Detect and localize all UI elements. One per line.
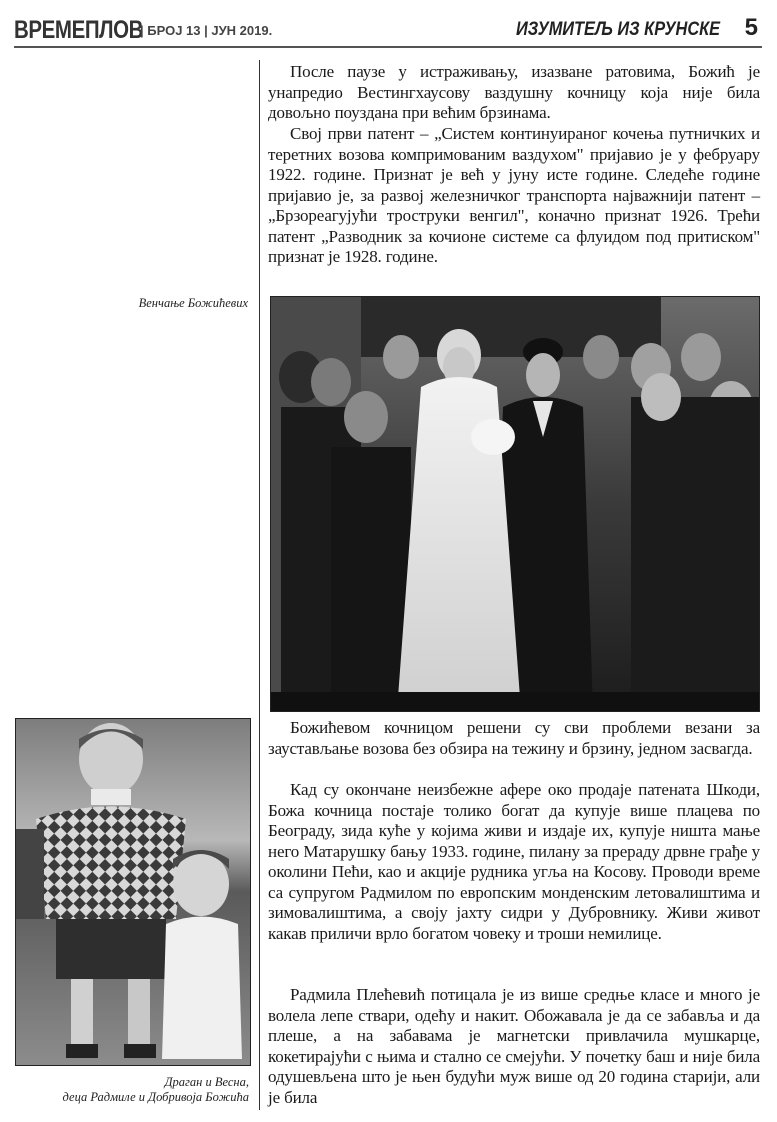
children-caption-line-2: деца Радмиле и Добривоја Божића (62, 1090, 249, 1104)
article-paragraph-3: Божићевом кочницом решени су сви проблеми везани за заустављање возова без обзира на тежину и брзину, једном засвагда. (268, 718, 760, 758)
page-number: 5 (744, 14, 758, 41)
article-paragraph-5: Радмила Плећевић потицала је из више средње класе и много је волела лепе ствари, одећу и накит. Обожавала је да се забавља и да плеше, а на забавама је магнетски привлачила мушкарце, кокетирајући с њима и стално се смејући. У почетку баш и није била одушевљена што је њен будући муж више од 20 година старији, али је била (268, 985, 760, 1107)
children-caption-line-1: Драган и Весна, (164, 1075, 249, 1089)
page-header (14, 14, 762, 44)
column-divider (259, 60, 260, 1110)
article-paragraph-1: После паузе у истраживању, изазване ратовима, Божић је унапредио Вестингхаусову ваздушну кочницу која није била довољно поуздана при већим брзинама. (268, 62, 760, 122)
header-rule (14, 46, 762, 48)
children-photo-caption (15, 1075, 249, 1105)
article-paragraph-2: Свој први патент – „Систем континуираног кочења путничких и теретних возова компримованим ваздухом" пријавио је у фебруару 1922. године. Признат је већ у јуну исте године. Следеће године пријавио је, за развој железничког транспорта најважнији патент – „Брзореагујући троструки венгил", коначно признат 1926. Трећи патент „Разводник за кочионе системе са флуидом под притиском" признат је 1928. године. (268, 124, 760, 266)
masthead-title: ВРЕМЕПЛОВ (14, 16, 144, 44)
issue-info: | БРОЈ 13 | ЈУН 2019. (140, 23, 273, 38)
children-photo (15, 718, 251, 1066)
section-title: ИЗУМИТЕЉ ИЗ КРУНСКЕ (516, 19, 721, 40)
wedding-photo (270, 296, 760, 712)
wedding-photo-caption: Венчање Божићевих (138, 296, 248, 310)
article-paragraph-4: Кад су окончане неизбежне афере око продаје патената Шкоди, Божа кочница постаје толико богат да купује више плацева по Београду, зида куће у којима живи и издаје их, купује ништа мање него Матарушку бању 1933. године, пилану за прераду дрвне грађе у околини Пећи, као и акције рудника угља на Косову. Проводи време са супругом Радмилом по европским монденским летовалиштима и зимовалиштима, а своју јахту сидри у Дубровнику. Живи живот какав приличи врло богатом човеку и троши немилице. (268, 780, 760, 943)
